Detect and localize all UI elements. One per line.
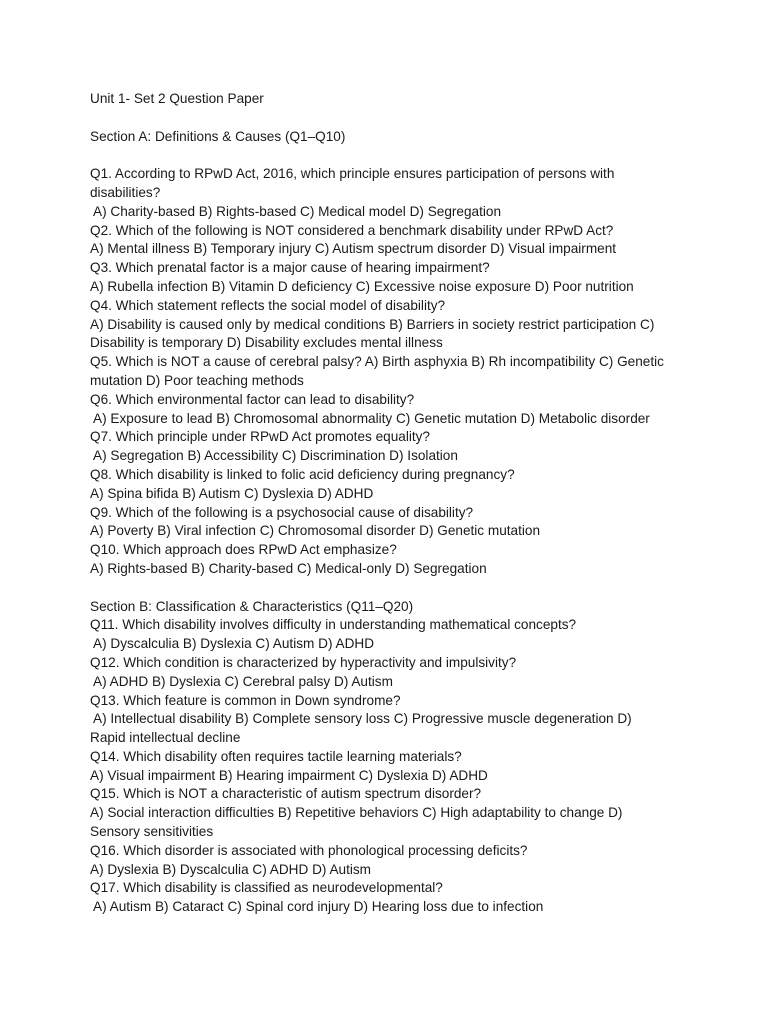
- answer-options: A) ADHD B) Dyslexia C) Cerebral palsy D) Autism: [90, 673, 393, 689]
- answer-options: Rapid intellectual decline: [90, 730, 241, 746]
- question-line: Q9. Which of the following is a psychosocial cause of disability?: [90, 504, 474, 520]
- answer-options: A) Intellectual disability B) Complete sensory loss C) Progressive muscle degeneration D): [90, 711, 632, 727]
- question-line: Q6. Which environmental factor can lead to disability?: [90, 391, 415, 407]
- answer-options: A) Mental illness B) Temporary injury C) Autism spectrum disorder D) Visual impairment: [90, 241, 617, 257]
- answer-options: Disability is temporary D) Disability excludes mental illness: [90, 335, 443, 351]
- question-line: Q3. Which prenatal factor is a major cause of hearing impairment?: [90, 260, 490, 276]
- question-line: Q7. Which principle under RPwD Act promotes equality?: [90, 429, 430, 445]
- section-b-questions: [90, 616, 690, 917]
- answer-options: A) Disability is caused only by medical conditions B) Barriers in society restrict participation C): [90, 316, 655, 332]
- answer-options: A) Autism B) Cataract C) Spinal cord injury D) Hearing loss due to infection: [90, 899, 544, 915]
- answer-options: Sensory sensitivities: [90, 824, 214, 840]
- answer-options: A) Exposure to lead B) Chromosomal abnormality C) Genetic mutation D) Metabolic disorder: [90, 410, 650, 426]
- answer-options: A) Visual impairment B) Hearing impairment C) Dyslexia D) ADHD: [90, 767, 488, 783]
- spacer: [90, 146, 690, 165]
- answer-options: A) Segregation B) Accessibility C) Discrimination D) Isolation: [90, 448, 458, 464]
- answer-options: A) Spina bifida B) Autism C) Dyslexia D) ADHD: [90, 485, 374, 501]
- document-body: [90, 90, 690, 917]
- question-line: Q16. Which disorder is associated with phonological processing deficits?: [90, 842, 528, 858]
- spacer: [90, 579, 690, 598]
- answer-options: A) Rights-based B) Charity-based C) Medical-only D) Segregation: [90, 560, 487, 576]
- question-line: Q13. Which feature is common in Down syndrome?: [90, 692, 401, 708]
- question-line: Q10. Which approach does RPwD Act emphasize?: [90, 542, 397, 558]
- question-line: Q5. Which is NOT a cause of cerebral palsy? A) Birth asphyxia B) Rh incompatibility C) Genetic: [90, 354, 664, 370]
- spacer: [90, 109, 690, 128]
- section-a-questions: [90, 165, 690, 579]
- section-b-heading: Section B: Classification & Characteristics (Q11–Q20): [90, 598, 414, 614]
- question-line: Q2. Which of the following is NOT considered a benchmark disability under RPwD Act?: [90, 222, 614, 238]
- answer-options: A) Dyslexia B) Dyscalculia C) ADHD D) Autism: [90, 861, 371, 877]
- question-line: Q4. Which statement reflects the social model of disability?: [90, 297, 446, 313]
- answer-options: A) Rubella infection B) Vitamin D deficiency C) Excessive noise exposure D) Poor nutrition: [90, 278, 634, 294]
- question-line: Q14. Which disability often requires tactile learning materials?: [90, 748, 462, 764]
- question-line: Q1. According to RPwD Act, 2016, which principle ensures participation of persons with: [90, 166, 615, 182]
- question-line: Q12. Which condition is characterized by hyperactivity and impulsivity?: [90, 654, 517, 670]
- question-line: Q17. Which disability is classified as neurodevelopmental?: [90, 880, 443, 896]
- answer-options: A) Poverty B) Viral infection C) Chromosomal disorder D) Genetic mutation: [90, 523, 541, 539]
- question-line: Q15. Which is NOT a characteristic of autism spectrum disorder?: [90, 786, 482, 802]
- question-line: Q11. Which disability involves difficulty in understanding mathematical concepts?: [90, 617, 577, 633]
- answer-options: A) Dyscalculia B) Dyslexia C) Autism D) ADHD: [90, 636, 375, 652]
- document-title: Unit 1- Set 2 Question Paper: [90, 91, 264, 106]
- question-line: Q8. Which disability is linked to folic acid deficiency during pregnancy?: [90, 466, 515, 482]
- answer-options: mutation D) Poor teaching methods: [90, 372, 304, 388]
- section-a-heading: Section A: Definitions & Causes (Q1–Q10): [90, 128, 346, 144]
- answer-options: A) Charity-based B) Rights-based C) Medical model D) Segregation: [90, 203, 502, 219]
- question-line: disabilities?: [90, 184, 161, 200]
- answer-options: A) Social interaction difficulties B) Repetitive behaviors C) High adaptability to change D): [90, 805, 623, 821]
